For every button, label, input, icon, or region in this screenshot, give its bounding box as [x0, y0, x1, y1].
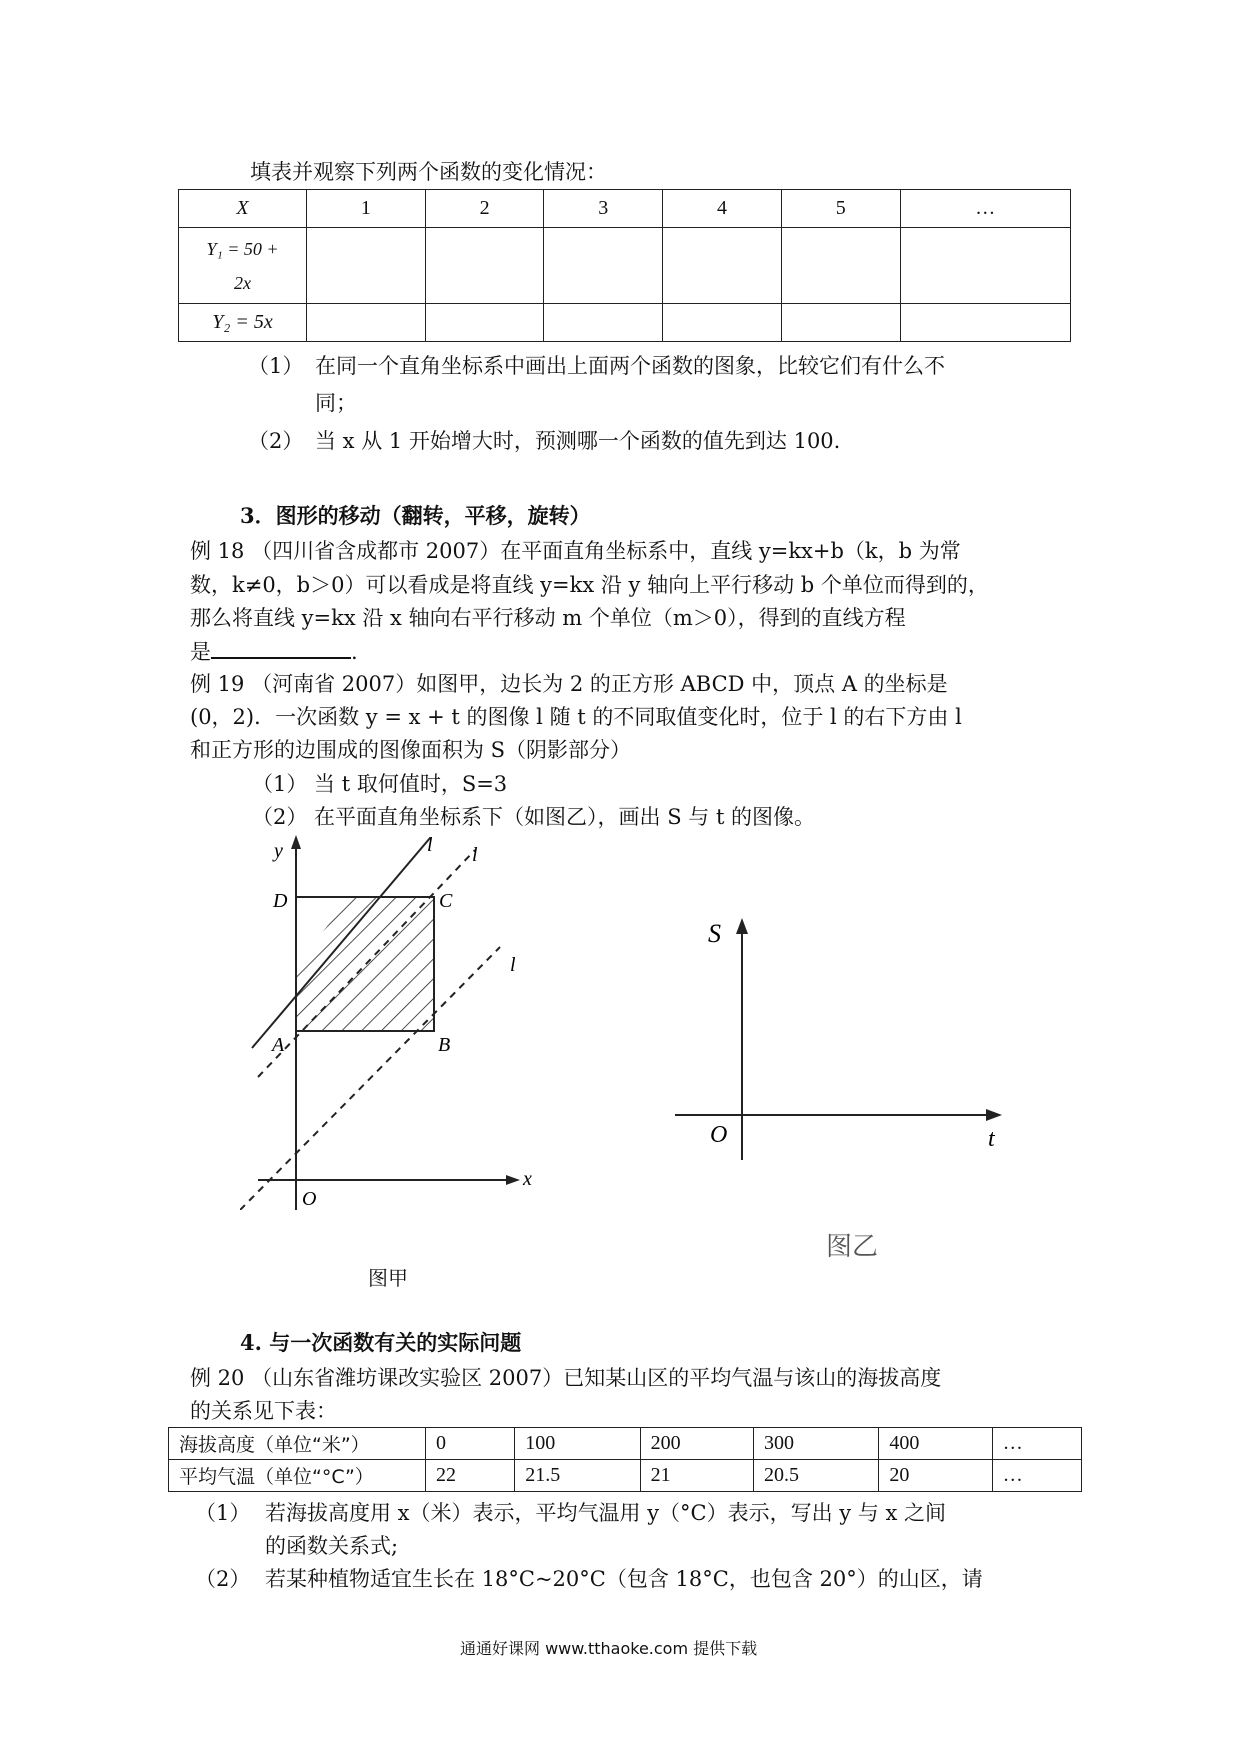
label-d: D	[273, 890, 288, 912]
table-cell[interactable]	[663, 304, 782, 342]
table-cell[interactable]	[544, 228, 663, 304]
figure-yi	[670, 910, 1010, 1170]
label-s: S	[708, 919, 721, 948]
label-y: y	[274, 840, 283, 862]
table-cell: …	[992, 1428, 1081, 1460]
question-text: 当 x 从 1 开始增大时，预测哪一个函数的值先到达 100.	[315, 429, 841, 453]
function-value-table	[178, 189, 1071, 342]
table-cell: 22	[426, 1460, 515, 1492]
table-header-cell: 1	[307, 190, 426, 228]
table-header-cell: 2	[425, 190, 544, 228]
table-cell[interactable]	[900, 304, 1070, 342]
table-cell: …	[992, 1460, 1081, 1492]
table-row-label: 平均气温（单位“°C”）	[169, 1460, 426, 1492]
question-number: （2）	[248, 429, 304, 453]
figure-caption-jia: 图甲	[368, 1266, 408, 1290]
table-header-cell: X	[179, 190, 307, 228]
question-text: （1） 当 t 取何值时，S=3	[252, 772, 508, 796]
s-axis-arrow-icon	[736, 918, 748, 934]
answer-line: 是 .	[190, 635, 358, 668]
t-axis-arrow-icon	[986, 1109, 1002, 1121]
example-text: 例 20 （山东省潍坊课改实验区 2007）已知某山区的平均气温与该山的海拔高度	[190, 1366, 942, 1390]
table-cell[interactable]	[900, 228, 1070, 304]
label-t: t	[988, 1126, 995, 1152]
section-heading: 4. 与一次函数有关的实际问题	[240, 1330, 522, 1355]
question-text: （2） 在平面直角坐标系下（如图乙），画出 S 与 t 的图像。	[252, 805, 816, 829]
question-text: 的函数关系式;	[265, 1534, 399, 1558]
question-text: 在同一个直角坐标系中画出上面两个函数的图象，比较它们有什么不	[315, 354, 945, 378]
shaded-region	[296, 897, 434, 1031]
example-text: 的关系见下表：	[190, 1399, 337, 1423]
example-text: 数，k≠0，b＞0）可以看成是将直线 y=kx 沿 y 轴向上平行移动 b 个单位而得到的，	[190, 573, 989, 597]
figure-caption-yi: 图乙	[826, 1232, 879, 1262]
table-cell[interactable]	[307, 228, 426, 304]
label-c: C	[439, 890, 453, 912]
table-cell[interactable]	[544, 304, 663, 342]
table-cell[interactable]	[663, 228, 782, 304]
label-l1: l	[427, 835, 433, 856]
table-cell[interactable]	[781, 304, 900, 342]
answer-blank[interactable]	[211, 635, 351, 659]
table-cell[interactable]	[781, 228, 900, 304]
row-label-y2: Y₂ = 5x	[179, 304, 307, 342]
example-text: 例 19 （河南省 2007）如图甲，边长为 2 的正方形 ABCD 中，顶点 A 的坐标是	[190, 672, 948, 696]
question-number: （1）	[195, 1501, 251, 1525]
table-cell[interactable]	[425, 228, 544, 304]
intro-text: 填表并观察下列两个函数的变化情况：	[250, 160, 607, 184]
label-a: A	[272, 1034, 285, 1056]
table-cell: 20	[879, 1460, 992, 1492]
table-cell: 0	[426, 1428, 515, 1460]
page-footer: 通通好课网 www.tthaoke.com 提供下载	[460, 1639, 758, 1658]
example-text: 那么将直线 y=kx 沿 x 轴向右平行移动 m 个单位（m＞0），得到的直线方程	[190, 606, 906, 630]
x-axis-arrow-icon	[506, 1175, 520, 1185]
label-x: x	[523, 1168, 532, 1190]
example-text: 例 18 （四川省含成都市 2007）在平面直角坐标系中，直线 y=kx+b（k，b 为常	[190, 539, 961, 563]
table-cell: 21.5	[515, 1460, 640, 1492]
table-header-cell: …	[900, 190, 1070, 228]
label-l2: l	[472, 844, 478, 866]
table-cell: 20.5	[753, 1460, 878, 1492]
figure-jia	[240, 835, 550, 1210]
label-o: O	[710, 1122, 728, 1148]
question-text: 同；	[315, 391, 357, 415]
label-l3: l	[510, 954, 516, 976]
example-text: 和正方形的边围成的图像面积为 S（阴影部分）	[190, 738, 632, 762]
section-heading: 3．图形的移动（翻转，平移，旋转）	[240, 503, 591, 528]
table-header-cell: 4	[663, 190, 782, 228]
example-text: (0，2)．一次函数 y = x + t 的图像 l 随 t 的不同取值变化时，位于 l 的右下方由 l	[190, 705, 962, 729]
question-text: 若某种植物适宜生长在 18°C~20°C（包含 18°C，也包含 20°）的山区，请	[265, 1567, 983, 1591]
table-cell[interactable]	[425, 304, 544, 342]
table-cell: 200	[640, 1428, 753, 1460]
table-cell: 300	[753, 1428, 878, 1460]
table-header-cell: 3	[544, 190, 663, 228]
label-o: O	[302, 1188, 317, 1210]
question-number: （1）	[248, 354, 304, 378]
table-header-cell: 5	[781, 190, 900, 228]
altitude-temperature-table	[168, 1427, 1082, 1492]
question-number: （2）	[195, 1567, 251, 1591]
label-b: B	[438, 1034, 451, 1056]
table-cell: 21	[640, 1460, 753, 1492]
table-cell: 400	[879, 1428, 992, 1460]
table-row-label: 海拔高度（单位“米”）	[169, 1428, 426, 1460]
table-cell[interactable]	[307, 304, 426, 342]
question-text: 若海拔高度用 x（米）表示，平均气温用 y（°C）表示，写出 y 与 x 之间	[265, 1501, 947, 1525]
table-cell: 100	[515, 1428, 640, 1460]
y-axis-arrow-icon	[291, 835, 301, 849]
row-label-y1: Y₁ = 50 + 2x	[179, 228, 307, 304]
